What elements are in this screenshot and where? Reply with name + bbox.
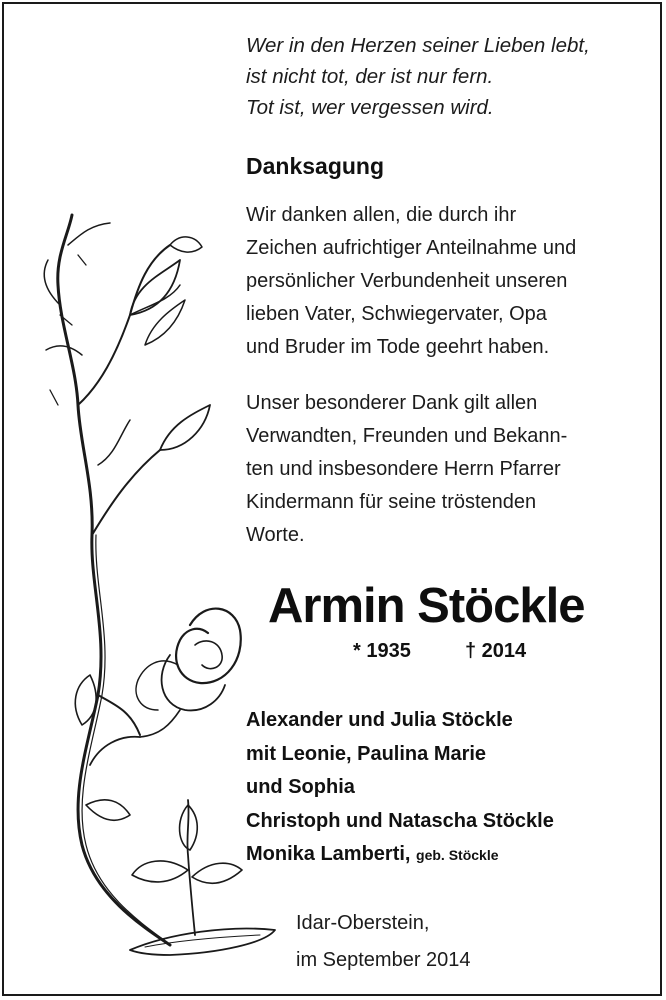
place-line: Idar-Oberstein, [296, 912, 430, 934]
memorial-quote [246, 30, 590, 123]
paragraph-line: lieben Vater, Schwiegervater, Opa [246, 303, 547, 325]
family-line: und Sophia [246, 776, 355, 798]
thanks-paragraph [246, 199, 576, 364]
paragraph-line: und Bruder im Tode geehrt haben. [246, 336, 550, 358]
paragraph-line: persönlicher Verbundenheit unseren [246, 270, 568, 292]
birth-year: * 1935 [353, 640, 411, 662]
family-line: Christoph und Natascha Stöckle [246, 809, 554, 832]
quote-line: ist nicht tot, der ist nur fern. [246, 65, 494, 88]
paragraph-line: Unser besonderer Dank gilt allen [246, 392, 538, 414]
family-member-name: Monika Lamberti, [246, 843, 411, 865]
date-line: im September 2014 [296, 949, 471, 971]
paragraph-line: Verwandten, Freunden und Bekann- [246, 425, 568, 447]
place-and-date [296, 905, 471, 979]
quote-line: Wer in den Herzen seiner Lieben lebt, [246, 34, 590, 57]
paragraph-line: Wir danken allen, die durch ihr [246, 204, 517, 226]
paragraph-line: ten und insbesondere Herrn Pfarrer [246, 458, 561, 480]
deceased-name: Armin Stöckle [268, 579, 585, 633]
paragraph-line: Worte. [246, 524, 305, 546]
notice-heading: Danksagung [246, 153, 385, 179]
paragraph-line: Zeichen aufrichtiger Anteilnahme und [246, 237, 577, 259]
death-year: † 2014 [465, 640, 527, 662]
family-signatures [246, 704, 554, 873]
family-line: mit Leonie, Paulina Marie [246, 742, 487, 765]
special-thanks-paragraph [246, 387, 567, 552]
quote-line: Tot ist, wer vergessen wird. [246, 96, 494, 119]
maiden-name-note: geb. Stöckle [416, 847, 499, 863]
family-line [246, 838, 554, 873]
paragraph-line: Kindermann für seine tröstenden [246, 491, 537, 513]
family-line: Alexander und Julia Stöckle [246, 709, 513, 731]
